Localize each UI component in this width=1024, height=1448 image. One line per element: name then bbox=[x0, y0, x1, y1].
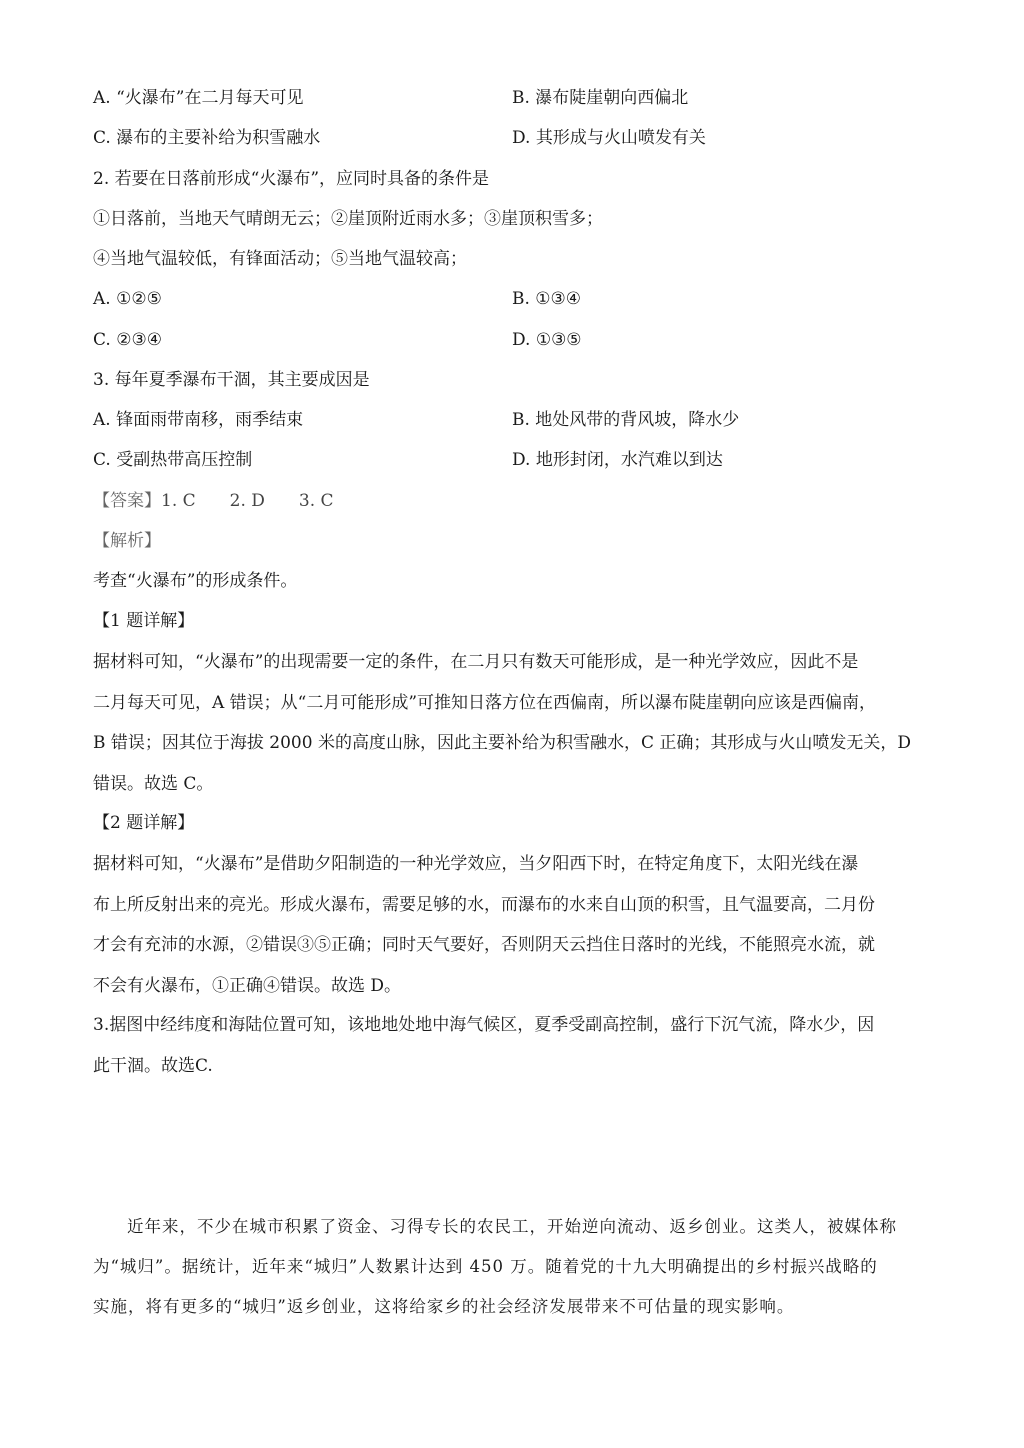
detail-1-line: B 错误；因其位于海拔 2000 米的高度山脉，因此主要补给为积雪融水，C 正确；其形成与火山喷发无关，D bbox=[93, 733, 912, 753]
answer-item-3: 3. C bbox=[298, 491, 334, 511]
passage-line: 实施，将有更多的“城归”返乡创业，这将给家乡的社会经济发展带来不可估量的现实影响。 bbox=[93, 1297, 795, 1316]
detail-1-line: 错误。故选 C。 bbox=[93, 773, 214, 794]
answer-item-2: 2. D bbox=[229, 491, 265, 511]
q2-stem: 2. 若要在日落前形成“火瀑布”，应同时具备的条件是 bbox=[93, 169, 490, 189]
q1-option-c: C. 瀑布的主要补给为积雪融水 bbox=[93, 128, 321, 148]
analysis-summary: 考查“火瀑布”的形成条件。 bbox=[93, 571, 298, 591]
q3-option-b: B. 地处风带的背风坡，降水少 bbox=[512, 410, 740, 430]
q2-option-a: A. ①②⑤ bbox=[93, 289, 162, 309]
detail-1-body bbox=[93, 642, 933, 804]
q3-option-c: C. 受副热带高压控制 bbox=[93, 450, 253, 470]
detail-2-title: 【2 题详解】 bbox=[93, 813, 195, 833]
q2-option-d: D. ①③⑤ bbox=[512, 330, 582, 350]
q2-option-c: C. ②③④ bbox=[93, 330, 162, 350]
passage-line: 为“城归”。据统计，近年来“城归”人数累计达到 450 万。随着党的十九大明确提出的乡村振兴战略的 bbox=[93, 1257, 878, 1276]
q2-conditions-line2: ④当地气温较低，有锋面活动；⑤当地气温较高； bbox=[93, 249, 467, 269]
detail-2-line: 据材料可知，“火瀑布”是借助夕阳制造的一种光学效应，当夕阳西下时，在特定角度下，太阳光线在瀑 bbox=[93, 854, 859, 874]
q1-option-b: B. 瀑布陡崖朝向西偏北 bbox=[512, 88, 689, 108]
q3-option-d: D. 地形封闭，水汽难以到达 bbox=[512, 450, 723, 470]
detail-2-line: 才会有充沛的水源，②错误③⑤正确；同时天气要好，否则阴天云挡住日落时的光线，不能照亮水流，就 bbox=[93, 935, 875, 955]
q3-option-a: A. 锋面雨带南移，雨季结束 bbox=[93, 410, 304, 430]
analysis-label: 【解析】 bbox=[93, 531, 161, 551]
answer-line bbox=[93, 489, 368, 513]
answer-label: 【答案】 bbox=[93, 491, 161, 511]
detail-3-line: 此干涸。故选C. bbox=[93, 1055, 213, 1076]
reading-passage bbox=[93, 1207, 928, 1327]
detail-3-body bbox=[93, 1005, 933, 1086]
q2-conditions-line1: ①日落前，当地天气晴朗无云；②崖顶附近雨水多；③崖顶积雪多； bbox=[93, 209, 603, 229]
q1-option-a: A. “火瀑布”在二月每天可见 bbox=[93, 88, 304, 108]
detail-2-line: 布上所反射出来的亮光。形成火瀑布，需要足够的水，而瀑布的水来自山顶的积雪，且气温要高，二月份 bbox=[93, 894, 875, 915]
answer-item-1: 1. C bbox=[161, 491, 196, 511]
passage-line: 近年来，不少在城市积累了资金、习得专长的农民工，开始逆向流动、返乡创业。这类人，被媒体称 bbox=[127, 1217, 897, 1236]
detail-1-title: 【1 题详解】 bbox=[93, 611, 195, 631]
detail-3-line: 3.据图中经纬度和海陆位置可知，该地地处地中海气候区，夏季受副高控制，盛行下沉气流，降水少，因 bbox=[93, 1015, 875, 1035]
q3-stem: 3. 每年夏季瀑布干涸，其主要成因是 bbox=[93, 370, 370, 390]
detail-2-line: 不会有火瀑布，①正确④错误。故选 D。 bbox=[93, 975, 402, 996]
detail-1-line: 二月每天可见，A 错误；从“二月可能形成”可推知日落方位在西偏南，所以瀑布陡崖朝向应该是西偏南， bbox=[93, 692, 877, 713]
detail-2-body bbox=[93, 844, 933, 1006]
q2-option-b: B. ①③④ bbox=[512, 289, 582, 309]
q1-option-d: D. 其形成与火山喷发有关 bbox=[512, 128, 706, 148]
detail-1-line: 据材料可知，“火瀑布”的出现需要一定的条件，在二月只有数天可能形成，是一种光学效应，因此不是 bbox=[93, 652, 859, 672]
